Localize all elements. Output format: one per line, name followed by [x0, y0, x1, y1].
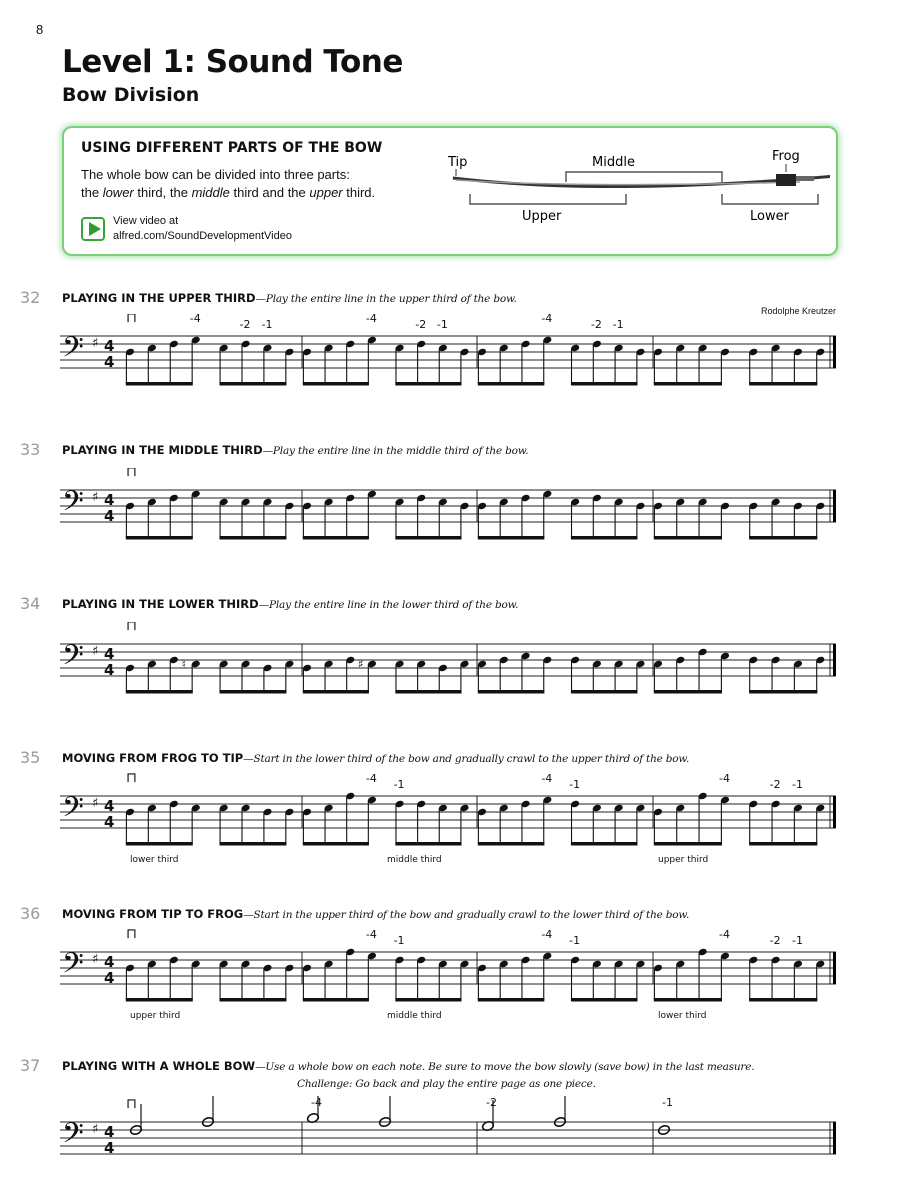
note-beam: [303, 690, 369, 694]
note-beam: [654, 382, 722, 386]
fingering-mark: -4: [365, 928, 377, 941]
bass-clef-icon: 𝄢: [62, 947, 84, 987]
exercise-description: —Start in the upper third of the bow and gradually crawl to the lower third of the bow.: [243, 909, 690, 921]
fingering-mark: -1: [569, 934, 581, 947]
fingering-mark: -1: [393, 778, 405, 791]
fingering-mark: -4: [541, 928, 553, 941]
note-beam: [219, 842, 286, 846]
music-staff-33: [0, 468, 900, 558]
info-text-fragment: third, the: [133, 185, 192, 200]
key-sharp-icon: ♯: [92, 644, 99, 659]
fingering-mark: -4: [311, 1096, 322, 1109]
time-signature-top: 4: [104, 953, 115, 971]
label-lower: Lower: [750, 209, 789, 224]
info-text-upper: upper: [309, 185, 343, 200]
music-staff-32: [0, 314, 900, 404]
note-beam: [571, 382, 638, 386]
note-beam: [219, 690, 286, 694]
final-bar-thick: [833, 336, 836, 368]
bass-clef-icon: 𝄢: [62, 791, 84, 831]
page-subtitle: Bow Division: [62, 84, 200, 106]
sharp-icon: ♯: [357, 657, 364, 671]
page-title: Level 1: Sound Tone: [62, 44, 403, 80]
exercise-number: 32: [20, 288, 41, 307]
exercise-heading: [62, 290, 842, 308]
key-sharp-icon: ♯: [92, 336, 99, 351]
exercise-title: MOVING FROM FROG TO TIP: [62, 751, 244, 765]
time-signature-top: 4: [104, 491, 115, 509]
exercise-heading: [62, 596, 842, 614]
fingering-mark: -1: [436, 318, 448, 331]
video-link[interactable]: [81, 214, 292, 244]
fingering-mark: -1: [569, 778, 581, 791]
exercise-number: 37: [20, 1056, 41, 1075]
fingering-mark: -4: [541, 772, 553, 785]
fingering-mark: -4: [365, 314, 377, 325]
label-frog: Frog: [772, 149, 800, 164]
middle-bracket: [566, 172, 722, 182]
bow-zone-label: upper third: [130, 1011, 181, 1021]
note-beam: [749, 536, 817, 540]
bass-clef-icon: 𝄢: [62, 1117, 84, 1157]
exercise-title: PLAYING WITH A WHOLE BOW: [62, 1059, 256, 1073]
note-beam: [126, 690, 193, 694]
info-text-line1: The whole bow can be divided into three parts:: [81, 167, 350, 182]
note-beam: [395, 842, 461, 846]
time-signature-bottom: 4: [104, 661, 115, 679]
bow-zone-label: lower third: [658, 1011, 707, 1021]
exercise-title: MOVING FROM TIP TO FROG: [62, 907, 244, 921]
note-beam: [654, 536, 722, 540]
note-beam: [478, 998, 545, 1002]
note-beam: [478, 382, 545, 386]
note-beam: [749, 690, 817, 694]
down-bow-icon: ⊓: [126, 468, 137, 480]
time-signature-top: 4: [104, 645, 115, 663]
note-beam: [478, 842, 545, 846]
fingering-mark: -4: [718, 772, 730, 785]
music-staff-37: [0, 1096, 900, 1166]
fingering-mark: -1: [662, 1096, 673, 1109]
note-beam: [749, 998, 817, 1002]
fingering-mark: -1: [393, 934, 405, 947]
fingering-mark: -4: [541, 314, 553, 325]
note-beam: [478, 536, 545, 540]
time-signature-bottom: 4: [104, 813, 115, 831]
time-signature-bottom: 4: [104, 353, 115, 371]
info-text-fragment: the: [81, 185, 103, 200]
note-beam: [126, 842, 193, 846]
time-signature-bottom: 4: [104, 969, 115, 987]
final-bar-thick: [833, 796, 836, 828]
note-beam: [219, 382, 286, 386]
note-beam: [219, 998, 286, 1002]
exercise-description: —Play the entire line in the lower third of the bow.: [258, 599, 519, 611]
bow-zone-label: middle third: [387, 1011, 442, 1021]
note-beam: [303, 536, 369, 540]
note-beam: [571, 690, 638, 694]
down-bow-icon: ⊓: [126, 622, 137, 634]
play-icon[interactable]: [81, 217, 105, 241]
final-bar-thick: [833, 1122, 836, 1154]
exercise-number: 35: [20, 748, 41, 767]
down-bow-icon: ⊓: [126, 314, 137, 326]
label-tip: Tip: [448, 155, 468, 170]
video-link-text[interactable]: [113, 214, 292, 244]
time-signature-bottom: 4: [104, 1139, 115, 1157]
natural-icon: ♮: [181, 657, 187, 671]
key-sharp-icon: ♯: [92, 490, 99, 505]
note-beam: [126, 382, 193, 386]
exercise-description: —Play the entire line in the middle third of the bow.: [262, 445, 529, 457]
fingering-mark: -2: [769, 778, 781, 791]
music-staff-36: [0, 922, 900, 1026]
note-beam: [654, 842, 722, 846]
fingering-mark: -2: [590, 318, 602, 331]
lower-bracket: [722, 194, 818, 204]
note-beam: [478, 690, 545, 694]
info-heading: USING DIFFERENT PARTS OF THE BOW: [81, 140, 383, 156]
key-sharp-icon: ♯: [92, 796, 99, 811]
note-beam: [219, 536, 286, 540]
fingering-mark: -1: [791, 934, 803, 947]
note-beam: [303, 842, 369, 846]
exercise-title: PLAYING IN THE LOWER THIRD: [62, 597, 259, 611]
composer-credit: Rodolphe Kreutzer: [760, 306, 836, 316]
bow-zone-label: upper third: [658, 855, 709, 865]
time-signature-top: 4: [104, 797, 115, 815]
music-staff-34: [0, 622, 900, 712]
fingering-mark: -4: [365, 772, 377, 785]
bass-clef-icon: 𝄢: [62, 485, 84, 525]
note-beam: [571, 998, 638, 1002]
bow-frog: [776, 174, 796, 186]
note-beam: [571, 536, 638, 540]
upper-bracket: [470, 194, 626, 204]
note-beam: [303, 998, 369, 1002]
time-signature-bottom: 4: [104, 507, 115, 525]
info-text-lower: lower: [102, 185, 134, 200]
page-number: 8: [36, 22, 44, 37]
bow-zone-label: middle third: [387, 855, 442, 865]
exercise-number: 36: [20, 904, 41, 923]
fingering-mark: -4: [189, 314, 201, 325]
bow-grip: [796, 176, 814, 181]
music-staff-35: [0, 766, 900, 870]
fingering-mark: -2: [486, 1096, 497, 1109]
note-beam: [395, 382, 461, 386]
fingering-mark: -1: [612, 318, 624, 331]
info-text-fragment: third.: [342, 185, 376, 200]
final-bar-thick: [833, 644, 836, 676]
fingering-mark: -1: [791, 778, 803, 791]
note-beam: [303, 382, 369, 386]
info-text-fragment: third and the: [229, 185, 310, 200]
exercise-challenge: Challenge: Go back and play the entire page as one piece.: [297, 1078, 596, 1090]
down-bow-icon: ⊓: [126, 1096, 137, 1112]
down-bow-icon: ⊓: [126, 926, 137, 942]
note-beam: [395, 536, 461, 540]
exercise-description: —Use a whole bow on each note. Be sure to move the bow slowly (save bow) in the last measure.: [255, 1061, 755, 1073]
exercise-title: PLAYING IN THE UPPER THIRD: [62, 291, 256, 305]
key-sharp-icon: ♯: [92, 1122, 99, 1137]
final-bar-thick: [833, 490, 836, 522]
fingering-mark: -2: [239, 318, 251, 331]
time-signature-top: 4: [104, 337, 115, 355]
exercise-title: PLAYING IN THE MIDDLE THIRD: [62, 443, 263, 457]
bow-info-box: [62, 126, 838, 256]
bow-zone-label: lower third: [130, 855, 179, 865]
exercise-heading: [62, 1058, 842, 1093]
note-beam: [126, 536, 193, 540]
note-beam: [654, 690, 722, 694]
exercise-description: —Start in the lower third of the bow and gradually crawl to the upper third of the bow.: [243, 753, 690, 765]
exercise-description: —Play the entire line in the upper third of the bow.: [255, 293, 517, 305]
info-text-middle: middle: [191, 185, 230, 200]
bow-diagram: [440, 142, 830, 246]
time-signature-top: 4: [104, 1123, 115, 1141]
bass-clef-icon: 𝄢: [62, 331, 84, 371]
note-beam: [749, 382, 817, 386]
key-sharp-icon: ♯: [92, 952, 99, 967]
label-upper: Upper: [522, 209, 562, 224]
exercise-number: 33: [20, 440, 41, 459]
note-beam: [395, 998, 461, 1002]
final-bar-thick: [833, 952, 836, 984]
down-bow-icon: ⊓: [126, 770, 137, 786]
label-middle: Middle: [592, 155, 635, 170]
info-text: [81, 166, 441, 202]
exercise-heading: [62, 442, 842, 460]
bass-clef-icon: 𝄢: [62, 639, 84, 679]
fingering-mark: -1: [261, 318, 273, 331]
note-beam: [395, 690, 461, 694]
note-beam: [749, 842, 817, 846]
note-beam: [126, 998, 193, 1002]
fingering-mark: -2: [415, 318, 427, 331]
fingering-mark: -2: [769, 934, 781, 947]
video-line1[interactable]: View video at: [113, 215, 179, 227]
video-line2[interactable]: alfred.com/SoundDevelopmentVideo: [113, 230, 292, 242]
fingering-mark: -4: [718, 928, 730, 941]
note-beam: [571, 842, 638, 846]
note-beam: [654, 998, 722, 1002]
exercise-number: 34: [20, 594, 41, 613]
